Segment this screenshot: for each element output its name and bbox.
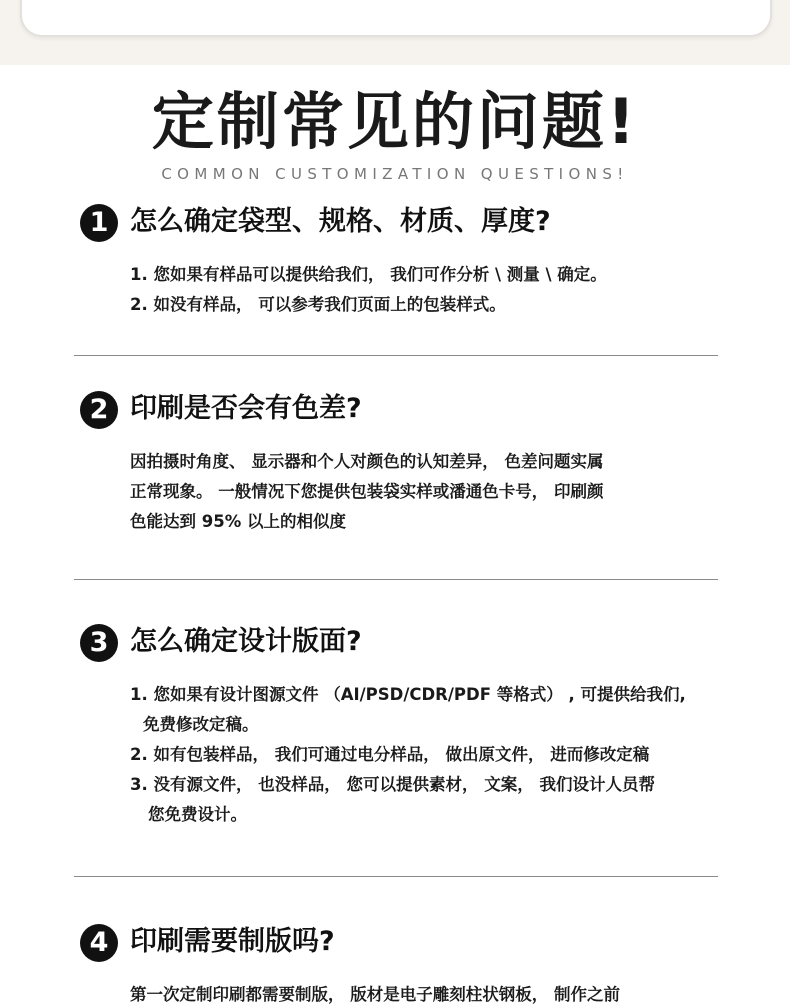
faq-answer-1-line-2: 2. 如没有样品， 可以参考我们页面上的包装样式。: [130, 295, 506, 314]
faq-answer-2-line-2: 正常现象。 一般情况下您提供包装袋实样或潘通色卡号， 印刷颜: [130, 482, 604, 501]
top-band: [0, 0, 790, 65]
faq-question-1: 怎么确定袋型、规格、材质、厚度?: [130, 206, 551, 237]
number-badge-2: 2: [80, 391, 118, 429]
page-subtitle: COMMON CUSTOMIZATION QUESTIONS!: [161, 165, 629, 183]
faq-answer-1-line-1: 1. 您如果有样品可以提供给我们， 我们可作分析 \ 测量 \ 确定。: [130, 265, 607, 284]
faq-answer-2-line-3: 色能达到 95% 以上的相似度: [130, 512, 346, 531]
number-badge-3: 3: [80, 624, 118, 662]
faq-question-2: 印刷是否会有色差?: [130, 393, 362, 424]
faq-answer-3-line-3: 2. 如有包装样品， 我们可通过电分样品， 做出原文件， 进而修改定稿: [130, 745, 650, 764]
previous-section-card: [20, 0, 772, 37]
faq-answer-3-line-1: 1. 您如果有设计图源文件 （AI/PSD/CDR/PDF 等格式） , 可提供给我们,: [130, 685, 686, 704]
divider: [74, 579, 718, 580]
faq-answer-3-line-4: 3. 没有源文件， 也没样品， 您可以提供素材， 文案， 我们设计人员帮: [130, 775, 655, 794]
faq-answer-3-line-2: 免费修改定稿。: [143, 715, 259, 734]
faq-answer-4-line-1: 第一次定制印刷都需要制版， 版材是电子雕刻柱状钢板， 制作之前: [130, 985, 620, 1004]
divider: [74, 355, 718, 356]
number-badge-4: 4: [80, 924, 118, 962]
faq-question-4: 印刷需要制版吗?: [130, 926, 335, 957]
page-title: 定制常见的问题!: [151, 85, 639, 158]
faq-answer-2-line-1: 因拍摄时角度、 显示器和个人对颜色的认知差异， 色差问题实属: [130, 452, 604, 471]
number-badge-1: 1: [80, 204, 118, 242]
faq-answer-3-line-5: 您免费设计。: [148, 805, 247, 824]
faq-question-3: 怎么确定设计版面?: [130, 626, 362, 657]
divider: [74, 876, 718, 877]
